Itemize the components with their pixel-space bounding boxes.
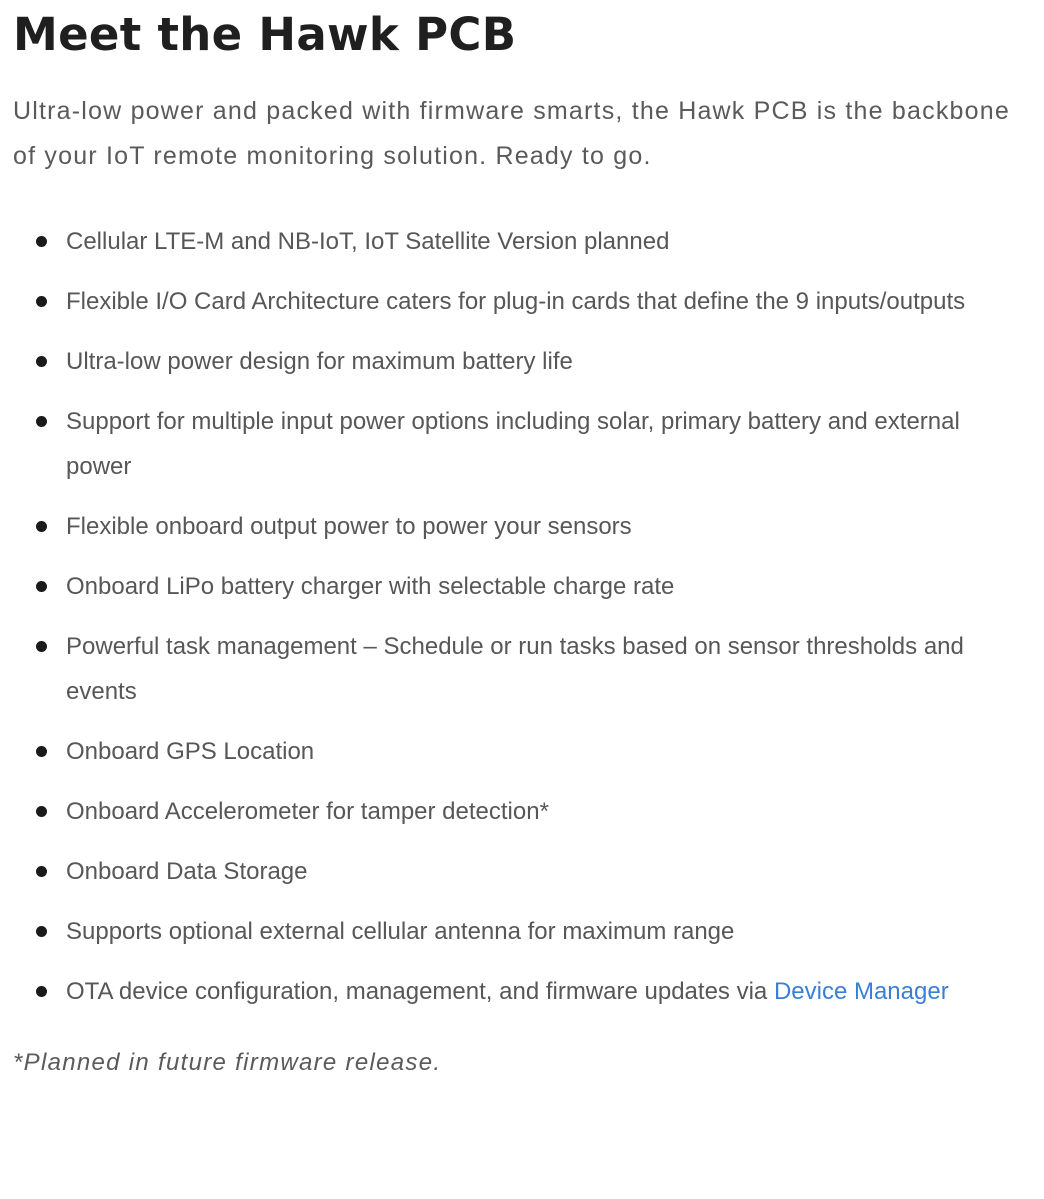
feature-text: Onboard Accelerometer for tamper detection* [66, 798, 549, 825]
bullet-icon [36, 926, 47, 937]
feature-text: OTA device configuration, management, and firmware updates via [66, 978, 774, 1005]
bullet-icon [36, 746, 47, 757]
feature-item [13, 789, 1023, 834]
device-manager-link[interactable]: Device Manager [773, 978, 949, 1005]
bullet-icon [36, 806, 47, 817]
feature-item [13, 729, 1023, 774]
intro-paragraph: Ultra-low power and packed with firmware smarts, the Hawk PCB is the backbone of your IoT remote monitoring solution. Ready to go. [13, 97, 1010, 170]
feature-text: Flexible I/O Card Architecture caters for plug-in cards that define the 9 inputs/outputs [66, 288, 966, 315]
feature-text: Onboard LiPo battery charger with selectable charge rate [66, 573, 675, 600]
feature-text: Onboard Data Storage [66, 858, 308, 885]
feature-item [13, 564, 1023, 609]
feature-item [13, 339, 1023, 384]
page-title: Meet the Hawk PCB [13, 8, 517, 61]
feature-text: Cellular LTE-M and NB-IoT, IoT Satellite Version planned [66, 228, 670, 255]
bullet-icon [36, 986, 47, 997]
bullet-icon [36, 236, 47, 247]
feature-item [13, 279, 1023, 324]
bullet-icon [36, 296, 47, 307]
feature-text: Powerful task management – Schedule or run tasks based on sensor thresholds and events [66, 633, 964, 705]
feature-item [13, 909, 1023, 954]
bullet-icon [36, 416, 47, 427]
content-section [13, 0, 1023, 1085]
feature-item [13, 399, 1023, 489]
feature-item [13, 624, 1023, 714]
bullet-icon [36, 581, 47, 592]
bullet-icon [36, 356, 47, 367]
feature-list [13, 219, 1023, 1014]
bullet-icon [36, 521, 47, 532]
footnote: *Planned in future firmware release. [13, 1049, 442, 1076]
feature-text: Onboard GPS Location [66, 738, 315, 765]
feature-text: Flexible onboard output power to power your sensors [66, 513, 632, 540]
bullet-icon [36, 641, 47, 652]
feature-text: Ultra-low power design for maximum battery life [66, 348, 573, 375]
feature-item [13, 969, 1023, 1014]
feature-item [13, 849, 1023, 894]
bullet-icon [36, 866, 47, 877]
feature-item [13, 504, 1023, 549]
feature-item [13, 219, 1023, 264]
feature-text: Support for multiple input power options including solar, primary battery and external power [66, 408, 960, 480]
feature-text: Supports optional external cellular antenna for maximum range [66, 918, 735, 945]
